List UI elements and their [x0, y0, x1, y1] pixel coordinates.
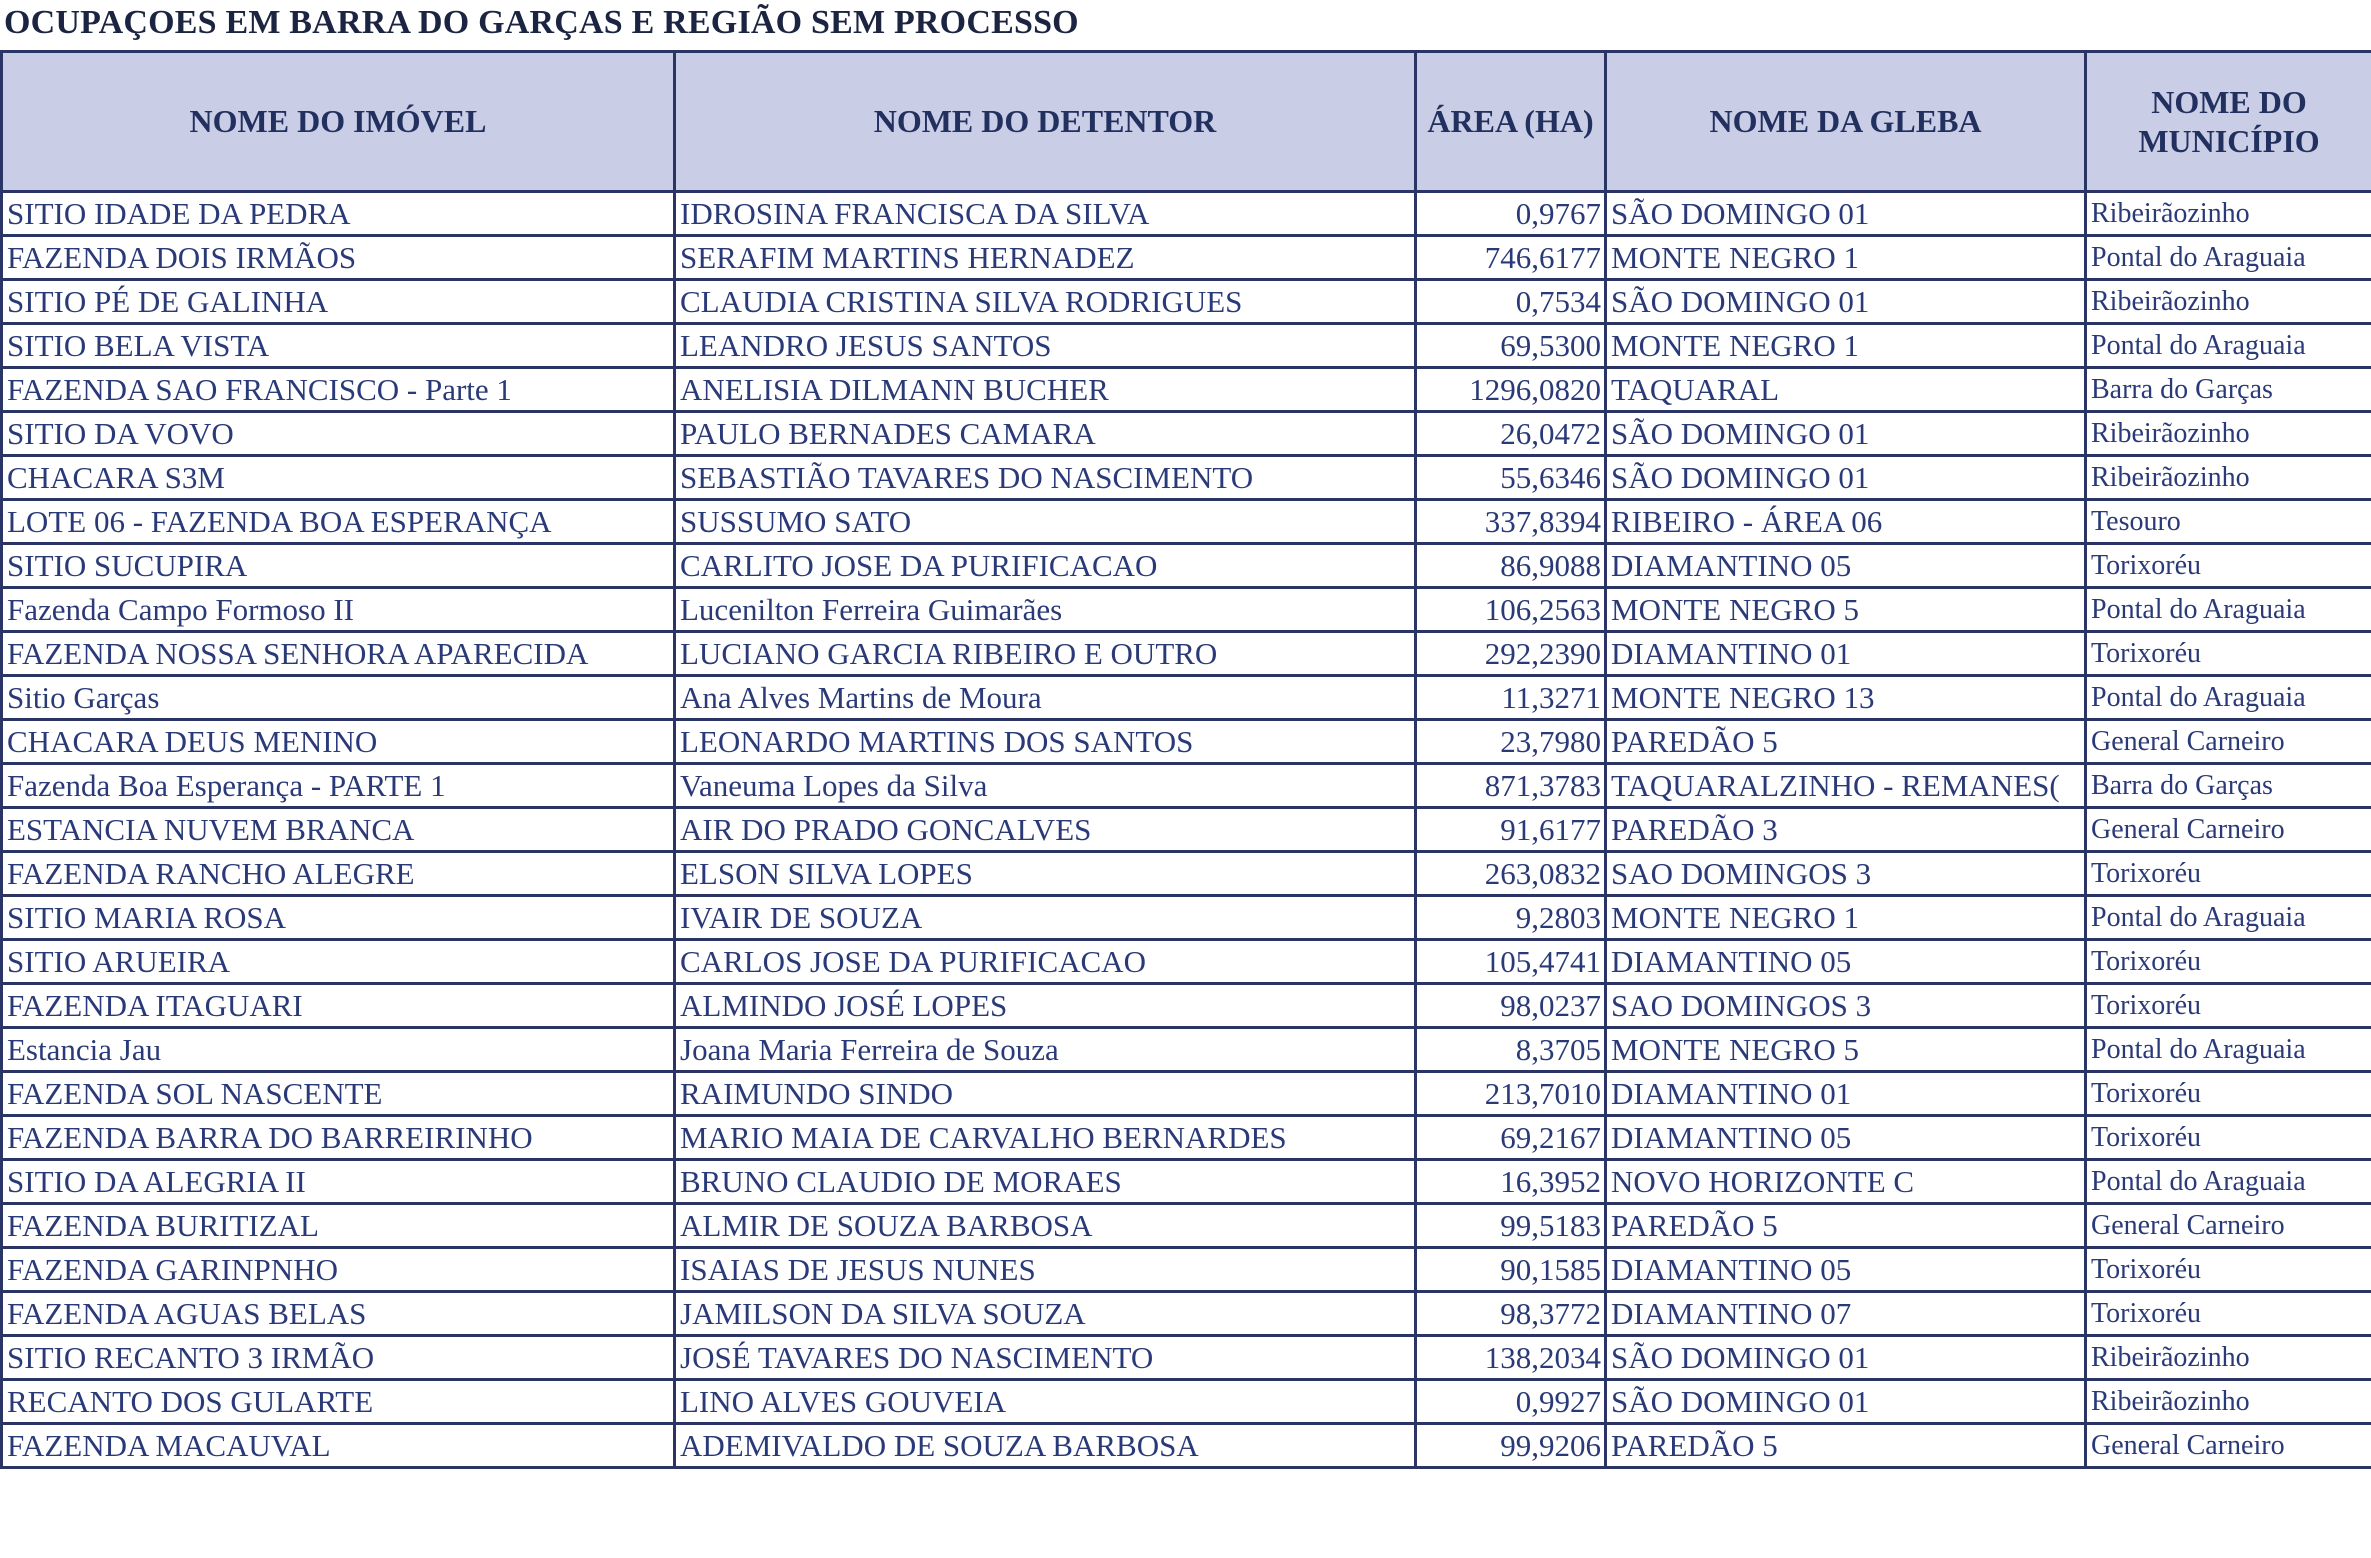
cell-nome-detentor: PAULO BERNADES CAMARA	[675, 412, 1416, 456]
cell-nome-municipio: General Carneiro	[2086, 808, 2371, 852]
table-row	[2, 764, 2371, 808]
table-row	[2, 1248, 2371, 1292]
cell-nome-imovel: SITIO MARIA ROSA	[2, 896, 675, 940]
cell-nome-gleba: MONTE NEGRO 1	[1606, 236, 2086, 280]
cell-nome-detentor: Joana Maria Ferreira de Souza	[675, 1028, 1416, 1072]
cell-area-ha: 292,2390	[1416, 632, 1606, 676]
cell-nome-gleba: DIAMANTINO 05	[1606, 544, 2086, 588]
table-row	[2, 1072, 2371, 1116]
cell-area-ha: 69,5300	[1416, 324, 1606, 368]
cell-nome-imovel: RECANTO DOS GULARTE	[2, 1380, 675, 1424]
cell-area-ha: 8,3705	[1416, 1028, 1606, 1072]
table-body	[2, 192, 2371, 1468]
cell-nome-gleba: DIAMANTINO 01	[1606, 1072, 2086, 1116]
table-row	[2, 720, 2371, 764]
cell-nome-detentor: CARLITO JOSE DA PURIFICACAO	[675, 544, 1416, 588]
table-row	[2, 324, 2371, 368]
table-row	[2, 940, 2371, 984]
cell-nome-detentor: ANELISIA DILMANN BUCHER	[675, 368, 1416, 412]
cell-nome-detentor: LUCIANO GARCIA RIBEIRO E OUTRO	[675, 632, 1416, 676]
cell-nome-imovel: FAZENDA BURITIZAL	[2, 1204, 675, 1248]
table-row	[2, 456, 2371, 500]
table-row	[2, 1424, 2371, 1468]
cell-nome-municipio: Pontal do Araguaia	[2086, 588, 2371, 632]
cell-nome-detentor: CARLOS JOSE DA PURIFICACAO	[675, 940, 1416, 984]
cell-nome-gleba: MONTE NEGRO 1	[1606, 896, 2086, 940]
cell-nome-detentor: JOSÉ TAVARES DO NASCIMENTO	[675, 1336, 1416, 1380]
table-row	[2, 588, 2371, 632]
cell-nome-gleba: PAREDÃO 5	[1606, 1204, 2086, 1248]
cell-area-ha: 138,2034	[1416, 1336, 1606, 1380]
table-row	[2, 544, 2371, 588]
table-row	[2, 808, 2371, 852]
cell-nome-municipio: Torixoréu	[2086, 632, 2371, 676]
table-row	[2, 1204, 2371, 1248]
cell-nome-gleba: NOVO HORIZONTE C	[1606, 1160, 2086, 1204]
cell-nome-gleba: DIAMANTINO 01	[1606, 632, 2086, 676]
cell-nome-municipio: Ribeirãozinho	[2086, 412, 2371, 456]
cell-area-ha: 0,7534	[1416, 280, 1606, 324]
table-row	[2, 368, 2371, 412]
table-row	[2, 1380, 2371, 1424]
cell-nome-gleba: TAQUARAL	[1606, 368, 2086, 412]
cell-nome-municipio: Torixoréu	[2086, 984, 2371, 1028]
cell-area-ha: 26,0472	[1416, 412, 1606, 456]
cell-nome-imovel: SITIO IDADE DA PEDRA	[2, 192, 675, 236]
cell-nome-gleba: PAREDÃO 5	[1606, 720, 2086, 764]
cell-nome-imovel: LOTE 06 - FAZENDA BOA ESPERANÇA	[2, 500, 675, 544]
cell-area-ha: 9,2803	[1416, 896, 1606, 940]
cell-nome-imovel: SITIO SUCUPIRA	[2, 544, 675, 588]
cell-nome-gleba: DIAMANTINO 05	[1606, 940, 2086, 984]
cell-nome-imovel: SITIO RECANTO 3 IRMÃO	[2, 1336, 675, 1380]
cell-area-ha: 871,3783	[1416, 764, 1606, 808]
cell-nome-municipio: Torixoréu	[2086, 544, 2371, 588]
cell-nome-imovel: SITIO DA VOVO	[2, 412, 675, 456]
header-row	[2, 52, 2371, 192]
cell-nome-municipio: Torixoréu	[2086, 1072, 2371, 1116]
cell-nome-gleba: RIBEIRO - ÁREA 06	[1606, 500, 2086, 544]
header-nome-imovel: NOME DO IMÓVEL	[2, 52, 675, 192]
cell-nome-detentor: LEANDRO JESUS SANTOS	[675, 324, 1416, 368]
cell-nome-municipio: Torixoréu	[2086, 852, 2371, 896]
cell-nome-municipio: Pontal do Araguaia	[2086, 896, 2371, 940]
cell-nome-imovel: FAZENDA BARRA DO BARREIRINHO	[2, 1116, 675, 1160]
cell-nome-municipio: Barra do Garças	[2086, 368, 2371, 412]
cell-nome-detentor: JAMILSON DA SILVA SOUZA	[675, 1292, 1416, 1336]
cell-nome-imovel: Fazenda Campo Formoso II	[2, 588, 675, 632]
cell-nome-imovel: CHACARA S3M	[2, 456, 675, 500]
cell-nome-detentor: SEBASTIÃO TAVARES DO NASCIMENTO	[675, 456, 1416, 500]
cell-area-ha: 16,3952	[1416, 1160, 1606, 1204]
cell-nome-gleba: MONTE NEGRO 5	[1606, 1028, 2086, 1072]
cell-nome-municipio: Torixoréu	[2086, 940, 2371, 984]
table-header	[2, 52, 2371, 192]
cell-area-ha: 337,8394	[1416, 500, 1606, 544]
cell-nome-detentor: ADEMIVALDO DE SOUZA BARBOSA	[675, 1424, 1416, 1468]
cell-area-ha: 91,6177	[1416, 808, 1606, 852]
table-row	[2, 236, 2371, 280]
cell-nome-detentor: RAIMUNDO SINDO	[675, 1072, 1416, 1116]
cell-nome-gleba: SÃO DOMINGO 01	[1606, 1380, 2086, 1424]
cell-nome-gleba: SÃO DOMINGO 01	[1606, 412, 2086, 456]
cell-area-ha: 0,9767	[1416, 192, 1606, 236]
cell-nome-municipio: Pontal do Araguaia	[2086, 1028, 2371, 1072]
cell-nome-imovel: FAZENDA SAO FRANCISCO - Parte 1	[2, 368, 675, 412]
cell-nome-imovel: FAZENDA MACAUVAL	[2, 1424, 675, 1468]
cell-nome-detentor: SUSSUMO SATO	[675, 500, 1416, 544]
table-row	[2, 676, 2371, 720]
cell-nome-imovel: FAZENDA AGUAS BELAS	[2, 1292, 675, 1336]
cell-area-ha: 746,6177	[1416, 236, 1606, 280]
cell-nome-gleba: DIAMANTINO 07	[1606, 1292, 2086, 1336]
cell-nome-municipio: Pontal do Araguaia	[2086, 676, 2371, 720]
cell-nome-municipio: Pontal do Araguaia	[2086, 324, 2371, 368]
cell-nome-detentor: Lucenilton Ferreira Guimarães	[675, 588, 1416, 632]
cell-nome-imovel: Sitio Garças	[2, 676, 675, 720]
header-nome-gleba: NOME DA GLEBA	[1606, 52, 2086, 192]
cell-nome-detentor: IVAIR DE SOUZA	[675, 896, 1416, 940]
table-row	[2, 1292, 2371, 1336]
cell-nome-imovel: FAZENDA NOSSA SENHORA APARECIDA	[2, 632, 675, 676]
table-row	[2, 500, 2371, 544]
cell-nome-municipio: Tesouro	[2086, 500, 2371, 544]
cell-nome-imovel: SITIO BELA VISTA	[2, 324, 675, 368]
cell-area-ha: 55,6346	[1416, 456, 1606, 500]
cell-area-ha: 106,2563	[1416, 588, 1606, 632]
header-nome-detentor: NOME DO DETENTOR	[675, 52, 1416, 192]
cell-nome-imovel: FAZENDA DOIS IRMÃOS	[2, 236, 675, 280]
cell-nome-gleba: PAREDÃO 3	[1606, 808, 2086, 852]
cell-nome-detentor: LEONARDO MARTINS DOS SANTOS	[675, 720, 1416, 764]
cell-nome-municipio: Ribeirãozinho	[2086, 280, 2371, 324]
cell-nome-detentor: Vaneuma Lopes da Silva	[675, 764, 1416, 808]
cell-area-ha: 11,3271	[1416, 676, 1606, 720]
cell-nome-municipio: Barra do Garças	[2086, 764, 2371, 808]
cell-nome-municipio: Torixoréu	[2086, 1248, 2371, 1292]
cell-area-ha: 86,9088	[1416, 544, 1606, 588]
cell-nome-municipio: General Carneiro	[2086, 1204, 2371, 1248]
cell-nome-detentor: CLAUDIA CRISTINA SILVA RODRIGUES	[675, 280, 1416, 324]
cell-nome-municipio: Pontal do Araguaia	[2086, 1160, 2371, 1204]
table-row	[2, 1028, 2371, 1072]
cell-nome-imovel: SITIO ARUEIRA	[2, 940, 675, 984]
cell-area-ha: 69,2167	[1416, 1116, 1606, 1160]
cell-nome-detentor: ALMINDO JOSÉ LOPES	[675, 984, 1416, 1028]
cell-nome-imovel: SITIO PÉ DE GALINHA	[2, 280, 675, 324]
cell-nome-imovel: FAZENDA GARINPNHO	[2, 1248, 675, 1292]
cell-nome-detentor: IDROSINA FRANCISCA DA SILVA	[675, 192, 1416, 236]
cell-nome-gleba: SÃO DOMINGO 01	[1606, 192, 2086, 236]
cell-nome-municipio: Torixoréu	[2086, 1116, 2371, 1160]
header-nome-municipio: NOME DO MUNICÍPIO	[2086, 52, 2371, 192]
page-title: OCUPAÇOES EM BARRA DO GARÇAS E REGIÃO SEM PROCESSO	[4, 4, 1079, 41]
cell-nome-municipio: General Carneiro	[2086, 720, 2371, 764]
table-row	[2, 984, 2371, 1028]
cell-nome-gleba: SÃO DOMINGO 01	[1606, 280, 2086, 324]
cell-nome-imovel: FAZENDA ITAGUARI	[2, 984, 675, 1028]
cell-nome-imovel: CHACARA DEUS MENINO	[2, 720, 675, 764]
cell-nome-imovel: Fazenda Boa Esperança - PARTE 1	[2, 764, 675, 808]
cell-nome-detentor: LINO ALVES GOUVEIA	[675, 1380, 1416, 1424]
cell-area-ha: 99,5183	[1416, 1204, 1606, 1248]
cell-nome-gleba: PAREDÃO 5	[1606, 1424, 2086, 1468]
cell-area-ha: 213,7010	[1416, 1072, 1606, 1116]
cell-nome-detentor: ISAIAS DE JESUS NUNES	[675, 1248, 1416, 1292]
cell-area-ha: 1296,0820	[1416, 368, 1606, 412]
cell-nome-gleba: DIAMANTINO 05	[1606, 1248, 2086, 1292]
table-row	[2, 852, 2371, 896]
cell-nome-gleba: MONTE NEGRO 5	[1606, 588, 2086, 632]
cell-nome-imovel: SITIO DA ALEGRIA II	[2, 1160, 675, 1204]
cell-nome-detentor: ALMIR DE SOUZA BARBOSA	[675, 1204, 1416, 1248]
cell-nome-municipio: Ribeirãozinho	[2086, 1336, 2371, 1380]
cell-nome-municipio: Ribeirãozinho	[2086, 456, 2371, 500]
cell-nome-gleba: SAO DOMINGOS 3	[1606, 852, 2086, 896]
cell-nome-gleba: MONTE NEGRO 1	[1606, 324, 2086, 368]
cell-nome-detentor: Ana Alves Martins de Moura	[675, 676, 1416, 720]
table-row	[2, 192, 2371, 236]
cell-nome-gleba: DIAMANTINO 05	[1606, 1116, 2086, 1160]
cell-nome-detentor: ELSON SILVA LOPES	[675, 852, 1416, 896]
cell-nome-detentor: BRUNO CLAUDIO DE MORAES	[675, 1160, 1416, 1204]
occupations-table	[0, 50, 2371, 1469]
cell-nome-gleba: SAO DOMINGOS 3	[1606, 984, 2086, 1028]
table-row	[2, 896, 2371, 940]
table-row	[2, 1160, 2371, 1204]
cell-nome-detentor: SERAFIM MARTINS HERNADEZ	[675, 236, 1416, 280]
cell-nome-imovel: FAZENDA SOL NASCENTE	[2, 1072, 675, 1116]
cell-area-ha: 98,0237	[1416, 984, 1606, 1028]
cell-area-ha: 99,9206	[1416, 1424, 1606, 1468]
cell-nome-imovel: Estancia Jau	[2, 1028, 675, 1072]
cell-area-ha: 90,1585	[1416, 1248, 1606, 1292]
table-row	[2, 1116, 2371, 1160]
cell-nome-gleba: SÃO DOMINGO 01	[1606, 1336, 2086, 1380]
cell-area-ha: 98,3772	[1416, 1292, 1606, 1336]
cell-nome-municipio: Torixoréu	[2086, 1292, 2371, 1336]
cell-nome-municipio: Ribeirãozinho	[2086, 1380, 2371, 1424]
cell-nome-imovel: ESTANCIA NUVEM BRANCA	[2, 808, 675, 852]
cell-nome-municipio: Ribeirãozinho	[2086, 192, 2371, 236]
cell-area-ha: 23,7980	[1416, 720, 1606, 764]
cell-area-ha: 263,0832	[1416, 852, 1606, 896]
cell-nome-gleba: SÃO DOMINGO 01	[1606, 456, 2086, 500]
cell-nome-imovel: FAZENDA RANCHO ALEGRE	[2, 852, 675, 896]
table-row	[2, 412, 2371, 456]
cell-area-ha: 105,4741	[1416, 940, 1606, 984]
cell-nome-municipio: Pontal do Araguaia	[2086, 236, 2371, 280]
cell-nome-municipio: General Carneiro	[2086, 1424, 2371, 1468]
cell-nome-detentor: MARIO MAIA DE CARVALHO BERNARDES	[675, 1116, 1416, 1160]
cell-nome-gleba: TAQUARALZINHO - REMANES(	[1606, 764, 2086, 808]
table-row	[2, 632, 2371, 676]
cell-nome-gleba: MONTE NEGRO 13	[1606, 676, 2086, 720]
header-area-ha: ÁREA (HA)	[1416, 52, 1606, 192]
cell-area-ha: 0,9927	[1416, 1380, 1606, 1424]
table-row	[2, 280, 2371, 324]
cell-nome-detentor: AIR DO PRADO GONCALVES	[675, 808, 1416, 852]
table-row	[2, 1336, 2371, 1380]
